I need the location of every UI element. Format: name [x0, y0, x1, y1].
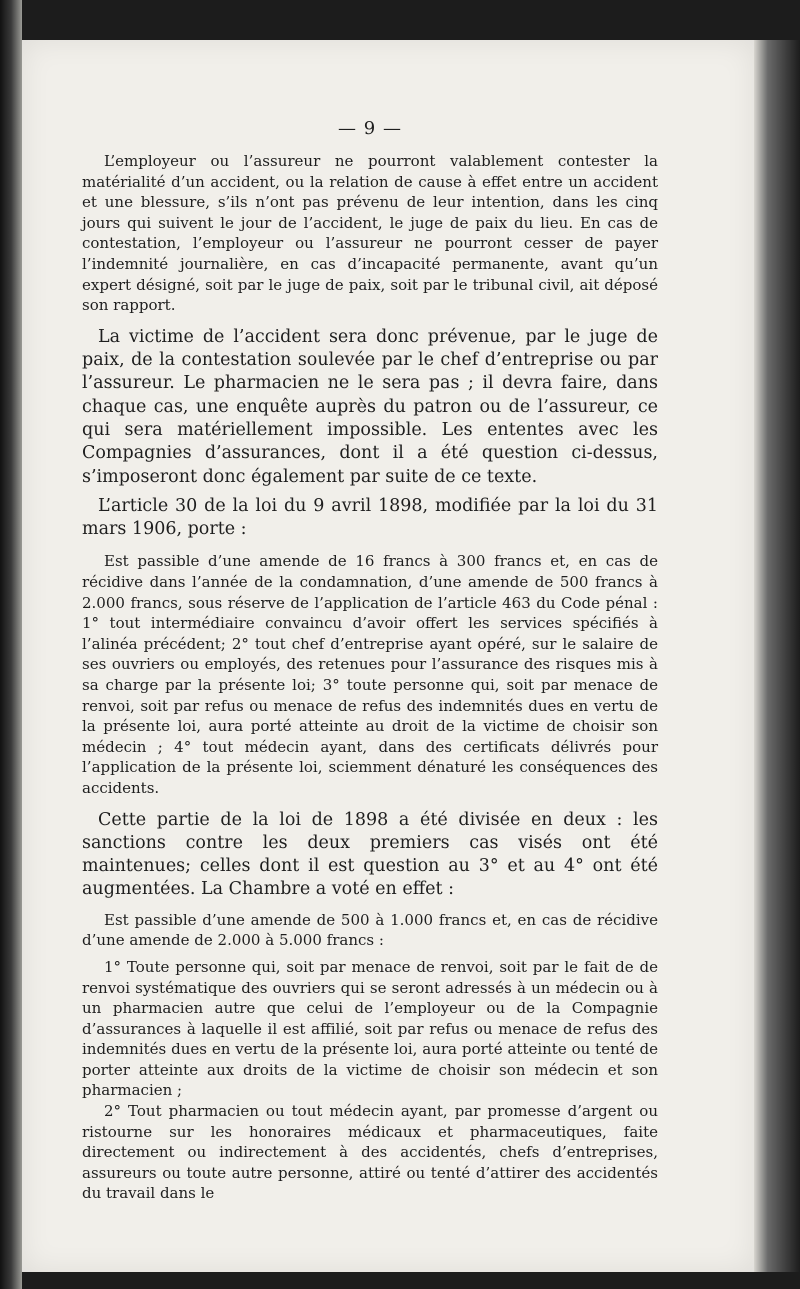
page-number: — 9 —: [338, 118, 402, 139]
paragraph-employer-contest: L’employeur ou l’assureur ne pourront valablement contester la matérialité d’un accident, ou la relation de cause à effet entre un accident et une blessure, s’ils n’ont pas prévenu de leur intention, dans les cinq jours qui suivent le jour de l’accident, le juge de paix du lieu. En cas de contestation, l’employeur ou l’assureur ne pourront cesser de payer l’indemnité journalière, en cas d’incapacité permanente, avant qu’un expert désigné, soit par le juge de paix, soit par le tribunal civil, ait déposé son rapport.: [82, 152, 658, 315]
quote-article-30: Est passible d’une amende de 16 francs à 300 francs et, en cas de récidive dans l’année de la condamnation, d’une amende de 500 francs à 2.000 francs, sous réserve de l’application de l’article 463 du Code pénal : 1° tout intermédiaire convaincu d’avoir offert les services spécifiés à l’alinéa précédent; 2° tout chef d’entreprise ayant opéré, sur le salaire de ses ouvriers ou employés, des retenues pour l’assurance des risques mis à sa charge par la présente loi; 3° toute personne qui, soit par menace de renvoi, soit par refus ou menace de refus des indemnités dues en vertu de la présente loi, aura porté atteinte au droit de la victime de choisir son médecin ; 4° tout médecin ayant, dans des certificats délivrés pour l’application de la présente loi, sciemment dénaturé les conséquences des accidents.: [82, 552, 658, 797]
quote-item-2: 2° Tout pharmacien ou tout médecin ayant, par promesse d’argent ou ristourne sur les honoraires médicaux et pharmaceutiques, faite directement ou indirectement à des accidentés, chefs d’entreprises, assureurs ou toute autre personne, attiré ou tenté d’attirer des accidentés du travail dans le: [82, 1102, 658, 1203]
quote-item-1: 1° Toute personne qui, soit par menace de renvoi, soit par le fait de de renvoi systématique des ouvriers qui se seront adressés à un médecin ou à un pharmacien autre que celui de l’employeur ou de la Compagnie d’assurances à laquelle il est affilié, soit par refus ou menace de refus des indemnités dues en vertu de la présente loi, aura porté atteinte ou tenté de porter atteinte aux droits de la victime de choisir son médecin et son pharmacien ;: [82, 957, 658, 1100]
quote-new-penalty: Est passible d’une amende de 500 à 1.000 francs et, en cas de récidive d’une amende de 2.000 à 5.000 francs :: [82, 910, 658, 950]
paragraph-victim-notified: La victime de l’accident sera donc prévenue, par le juge de paix, de la contestation soulevée par le chef d’entreprise ou par l’assureur. Le pharmacien ne le sera pas ; il devra faire, dans chaque cas, une enquête auprès du patron ou de l’assureur, ce qui sera matériellement impossible. Les ententes avec les Compagnies d’assurances, dont il a été question ci-dessus, s’imposeront donc également par suite de ce texte.: [82, 326, 658, 487]
page-edge-shadow: [754, 40, 800, 1272]
paragraph-law-divided: Cette partie de la loi de 1898 a été divisée en deux : les sanctions contre les deux premiers cas visés ont été maintenues; celles dont il est question au 3° et au 4° ont été augmentées. La Chambre a voté en effet :: [82, 809, 658, 900]
paragraph-article-30-intro: L’article 30 de la loi du 9 avril 1898, modifiée par la loi du 31 mars 1906, porte :: [82, 495, 658, 540]
page-content: [82, 118, 658, 1204]
book-spine-shadow: [0, 0, 22, 1289]
